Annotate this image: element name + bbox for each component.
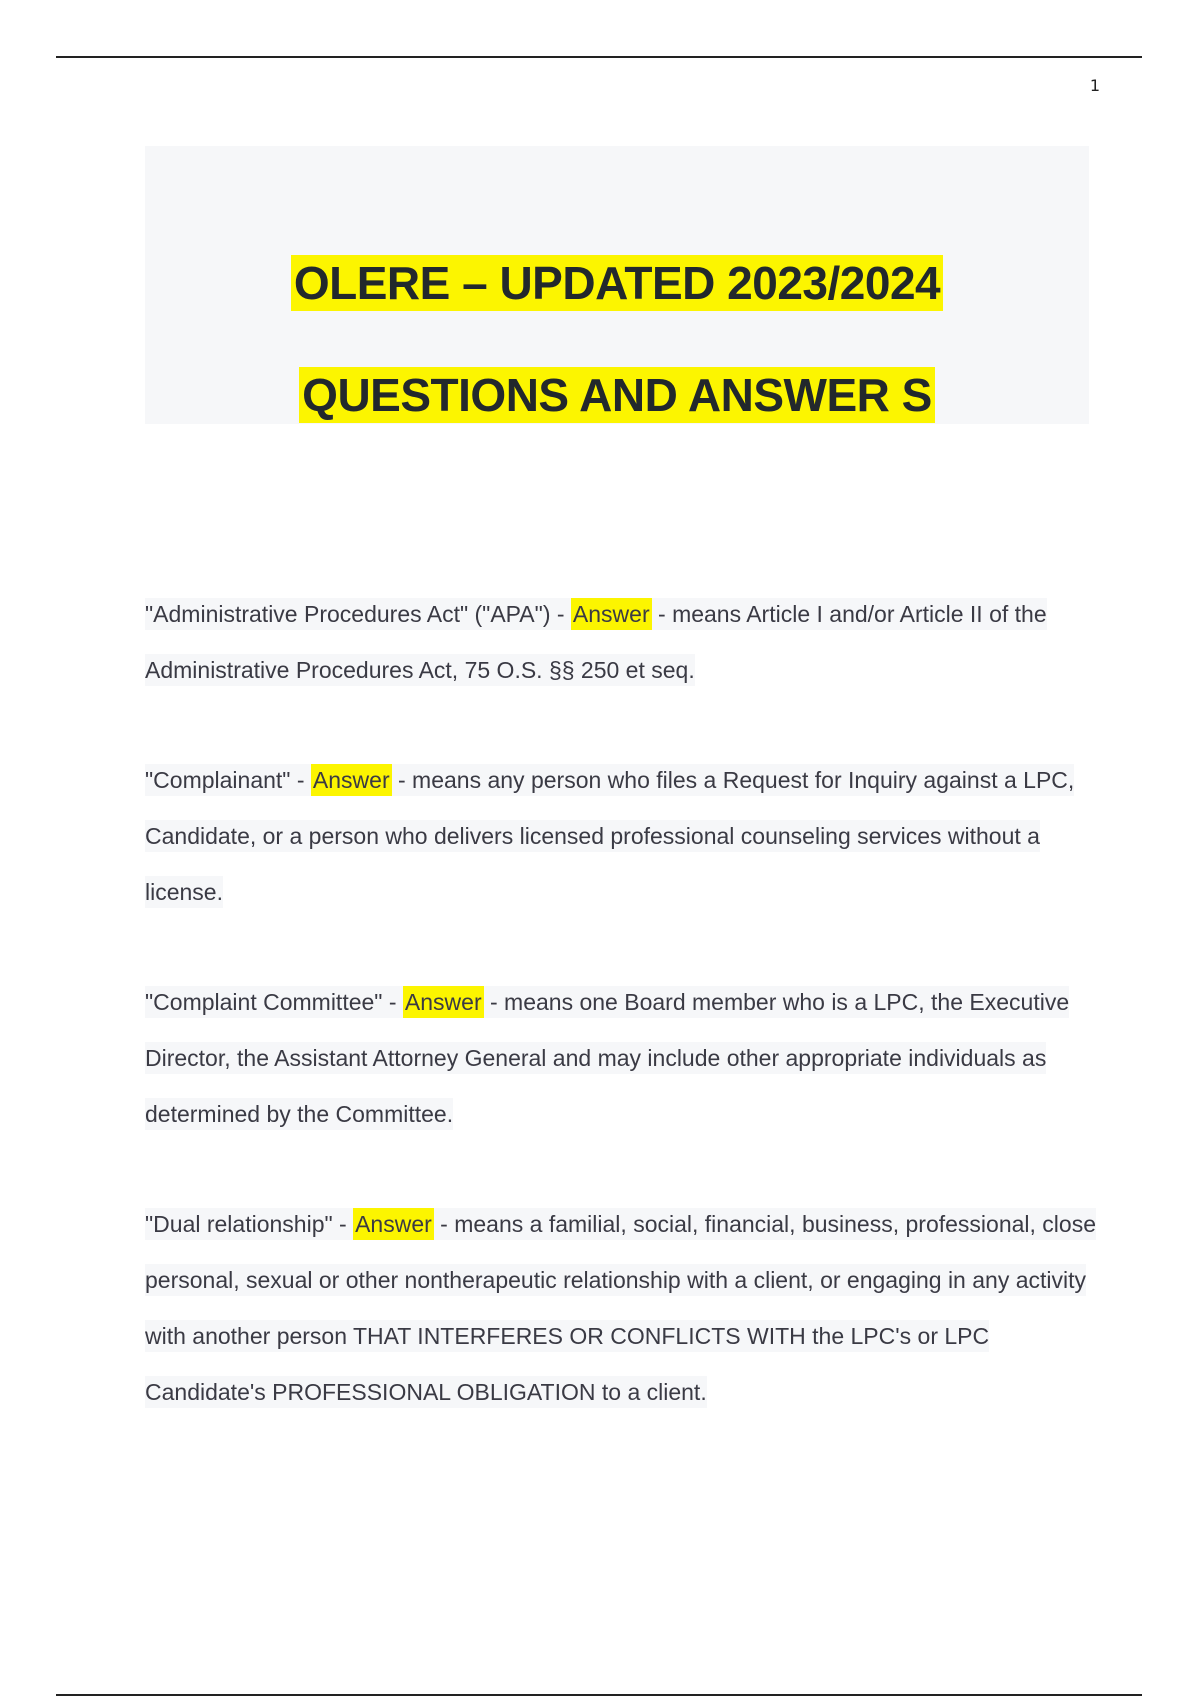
entry-term: "Complainant" - xyxy=(145,764,311,796)
qa-entry xyxy=(145,974,1105,1142)
entry-definition: - means a familial, social, financial, business, professional, close personal, sexual or other nontherapeutic relationship with a client, or engaging in any activity with another person THAT INTERFERES OR CONFLICTS WITH the LPC's or LPC Candidate's PROFESSIONAL OBLIGATION to a client. xyxy=(145,1208,1096,1408)
entry-term: "Complaint Committee" - xyxy=(145,986,403,1018)
entry-term: "Administrative Procedures Act" ("APA") - xyxy=(145,598,571,630)
entry-term: "Dual relationship" - xyxy=(145,1208,353,1240)
qa-entry xyxy=(145,586,1105,698)
title-highlight-2: QUESTIONS AND ANSWER S xyxy=(299,367,935,423)
title-highlight-1: OLERE – UPDATED 2023/2024 xyxy=(291,255,943,311)
qa-entry xyxy=(145,752,1105,920)
document-title-line-2 xyxy=(145,368,1089,422)
entry-definition: - means Article I and/or Article II of the Administrative Procedures Act, 75 O.S. §§ 250 et seq. xyxy=(145,598,1047,686)
qa-entries xyxy=(145,586,1105,1474)
answer-label: Answer xyxy=(311,764,392,796)
answer-label: Answer xyxy=(353,1208,434,1240)
footer-rule xyxy=(56,1694,1142,1696)
document-title-line-1 xyxy=(145,256,1089,310)
page-number: 1 xyxy=(1089,76,1100,95)
header-rule xyxy=(56,56,1142,58)
answer-label: Answer xyxy=(571,598,652,630)
title-panel xyxy=(145,146,1089,424)
entry-definition: - means one Board member who is a LPC, the Executive Director, the Assistant Attorney General and may include other appropriate individuals as determined by the Committee. xyxy=(145,986,1069,1130)
answer-label: Answer xyxy=(403,986,484,1018)
qa-entry xyxy=(145,1196,1105,1420)
entry-definition: - means any person who files a Request for Inquiry against a LPC, Candidate, or a person who delivers licensed professional counseling services without a license. xyxy=(145,764,1074,908)
